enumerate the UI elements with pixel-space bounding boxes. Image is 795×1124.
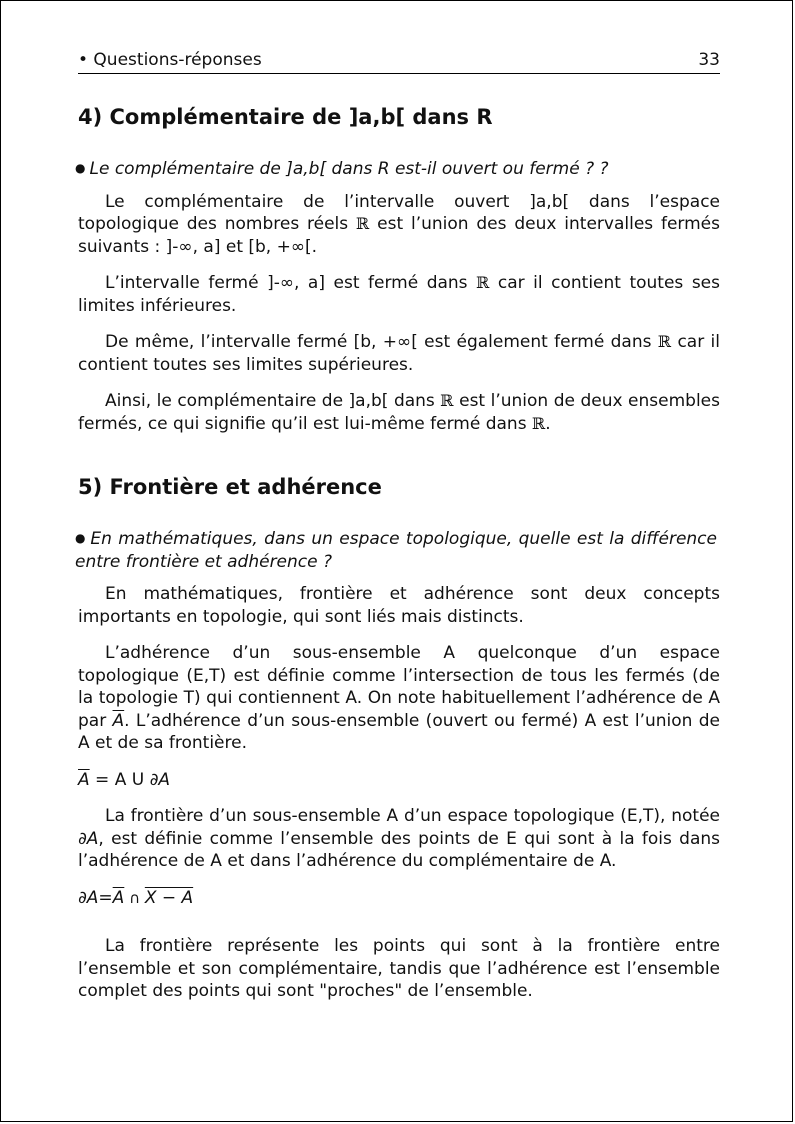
section-4-question <box>75 157 717 181</box>
section-5-paragraph-1: En mathématiques, frontière et adhérence sont deux concepts importants en topologie, qui sont liés mais distincts. <box>78 584 720 627</box>
section-4-paragraph-2: L’intervalle fermé ]-∞, a] est fermé dans ℝ car il contient toutes ses limites inférieures. <box>78 273 720 316</box>
section-4-paragraph-1: Le complémentaire de l’intervalle ouvert ]a,b[ dans l’espace topologique des nombres réels ℝ est l’union des deux intervalles fermés suivants : ]-∞, a] et [b, +∞[. <box>78 191 720 257</box>
reals-symbol: ℝ <box>440 391 454 410</box>
page-number: 33 <box>698 50 720 70</box>
closure-A: $\overline{A}$ <box>112 710 125 731</box>
section-4-title: 4) Complémentaire de ]a,b[ dans R <box>78 105 493 129</box>
closure-A: $\overline{A}$ <box>112 887 125 908</box>
section-5-paragraph-4: La frontière représente les points qui sont à la frontière entre l’ensemble et son complémentaire, tandis que l’adhérence est l’ensemble complet des points qui sont "proches" de l’ensemble. <box>78 936 720 1001</box>
reals-symbol: ℝ <box>657 332 672 351</box>
closure-A: $\overline{A}$ <box>78 769 90 790</box>
boundary-formula: $\partial A=\overline{A}$ ∩ X − A <box>78 887 194 908</box>
boundary-A: ∂A <box>78 828 99 849</box>
reals-symbol: ℝ <box>531 413 546 433</box>
section-4-paragraph-4: Ainsi, le complémentaire de ]a,b[ dans ℝ est l’union de deux ensembles fermés, ce qui signifie qu’il est lui-même fermé dans ℝ. <box>78 391 720 434</box>
closure-formula: $\overline{A} = A$ U ∂A <box>78 769 170 790</box>
running-title: • Questions-réponses <box>78 50 262 70</box>
section-4-paragraph-3: De même, l’intervalle fermé [b, +∞[ est également fermé dans ℝ car il contient toutes ses limites supérieures. <box>78 332 721 375</box>
bullet-icon: ● <box>75 531 87 545</box>
page-content <box>75 103 721 1003</box>
boundary-A: ∂A <box>149 769 170 790</box>
reals-symbol: ℝ <box>476 273 490 292</box>
intersection-symbol: ∩ <box>124 888 145 907</box>
section-5-question <box>75 527 717 573</box>
reals-symbol: ℝ <box>356 214 370 233</box>
section-5-paragraph-3: La frontière d’un sous-ensemble A d’un espace topologique (E,T), notée ∂A, est définie comme l’ensemble des points de E qui sont à la fois dans l’adhérence de A et dans l’adhérence du complémentaire de A. <box>78 806 720 871</box>
section-5-title: 5) Frontière et adhérence <box>78 475 382 499</box>
bullet-icon: ● <box>75 161 86 175</box>
boundary-A: ∂A <box>78 887 99 908</box>
closure-complement: X − A <box>144 887 194 908</box>
running-header <box>78 49 720 74</box>
section-5-paragraph-2: L’adhérence d’un sous-ensemble A quelconque d’un espace topologique (E,T) est définie comme l’intersection de tous les fermés (de la topologie T) qui contiennent A. On note habituellement l’adhérence de A par $\overline{A}$. L’adhérence d’un sous-ensemble (ouvert ou fermé) A est l’union de A et de sa frontière. <box>78 643 720 753</box>
section-5-question-text: En mathématiques, dans un espace topologique, quelle est la différence entre frontière et adhérence ? <box>75 529 717 572</box>
section-4-question-text: Le complémentaire de ]a,b[ dans R est-il ouvert ou fermé ? ? <box>89 159 609 179</box>
